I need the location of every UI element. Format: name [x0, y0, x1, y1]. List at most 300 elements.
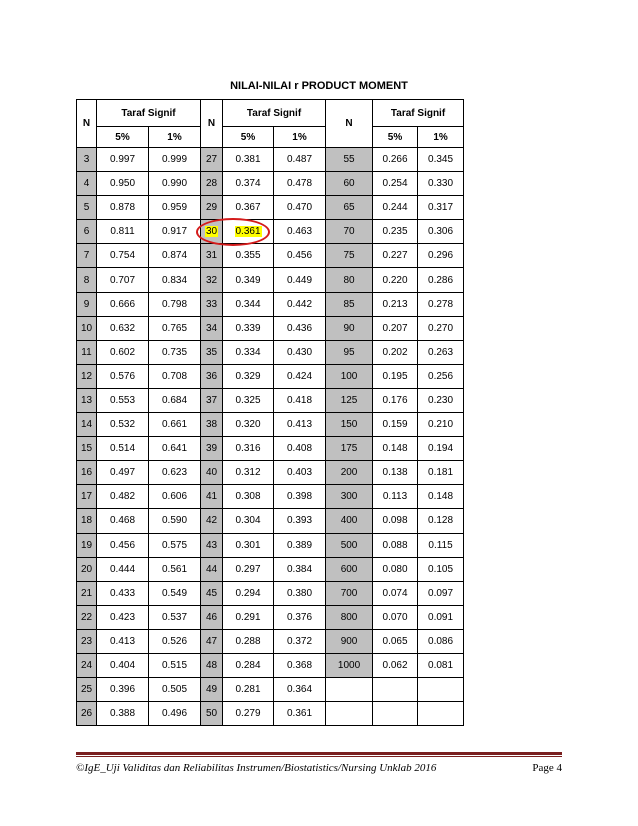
cell-text: 0.561	[161, 563, 188, 575]
value-5pct-cell	[97, 244, 149, 268]
cell-text: 0.388	[109, 708, 136, 720]
table-row	[77, 172, 464, 196]
cell-text: 0.661	[161, 419, 188, 431]
cell-text: 600	[340, 563, 358, 575]
n-cell	[201, 340, 223, 364]
value-1pct-cell	[274, 220, 326, 244]
cell-text: 0.408	[287, 443, 313, 455]
cell-text: 13	[80, 394, 93, 406]
cell-text: 0.288	[235, 635, 261, 647]
value-5pct-cell	[223, 533, 274, 557]
cell-text: 37	[205, 394, 218, 406]
cell-text: 0.623	[161, 467, 188, 479]
value-1pct-cell	[274, 268, 326, 292]
value-1pct-cell	[418, 340, 464, 364]
cell-text: 0.413	[109, 635, 136, 647]
table-row	[77, 196, 464, 220]
value-1pct-cell	[274, 653, 326, 677]
cell-text: 0.497	[109, 467, 136, 479]
value-1pct-cell	[274, 292, 326, 316]
cell-text: 0.291	[235, 611, 261, 623]
n-cell	[201, 533, 223, 557]
cell-text: 0.553	[109, 394, 136, 406]
cell-text: 22	[80, 611, 93, 623]
value-5pct-cell	[223, 172, 274, 196]
n-cell	[77, 316, 97, 340]
cell-text: 0.515	[161, 660, 188, 672]
n-cell	[326, 653, 373, 677]
cell-text: 0.081	[428, 660, 454, 672]
cell-text: 0.148	[428, 491, 454, 503]
cell-text: 100	[340, 370, 358, 382]
cell-text: 18	[80, 515, 93, 527]
value-5pct-cell	[223, 485, 274, 509]
value-5pct-cell	[97, 196, 149, 220]
n-cell	[201, 244, 223, 268]
value-1pct-cell	[418, 605, 464, 629]
n-cell	[326, 533, 373, 557]
n-cell	[77, 702, 97, 726]
n-cell	[77, 292, 97, 316]
value-1pct-cell	[274, 461, 326, 485]
cell-text: 0.708	[161, 370, 188, 382]
value-5pct-cell	[223, 702, 274, 726]
value-5pct-cell	[97, 413, 149, 437]
cell-text: 36	[205, 370, 218, 382]
value-5pct-cell	[97, 533, 149, 557]
cell-text: 0.159	[382, 419, 408, 431]
n-cell	[77, 148, 97, 172]
cell-text: 0.202	[382, 346, 408, 358]
value-1pct-cell	[418, 533, 464, 557]
cell-text: 0.393	[287, 515, 313, 527]
n-cell	[201, 557, 223, 581]
value-1pct-cell	[149, 172, 201, 196]
cell-text: 0.436	[287, 322, 313, 334]
value-5pct-cell	[223, 340, 274, 364]
value-5pct-cell	[97, 220, 149, 244]
value-1pct-cell	[418, 292, 464, 316]
n-cell	[201, 388, 223, 412]
value-1pct-cell	[149, 413, 201, 437]
col-1pct-1: 1%	[149, 127, 201, 148]
value-1pct-cell	[418, 364, 464, 388]
table-row	[77, 533, 464, 557]
value-5pct-cell	[223, 268, 274, 292]
cell-text: 0.297	[235, 563, 261, 575]
n-cell	[326, 292, 373, 316]
cell-text: 95	[343, 346, 355, 358]
value-5pct-cell	[373, 340, 418, 364]
cell-text: 0.423	[109, 611, 136, 623]
value-1pct-cell	[149, 461, 201, 485]
cell-text: 29	[205, 202, 218, 214]
value-5pct-cell	[373, 653, 418, 677]
cell-text: 0.878	[109, 202, 136, 214]
cell-text: 700	[340, 587, 358, 599]
cell-text: 0.254	[382, 178, 408, 190]
cell-text: 75	[343, 250, 355, 262]
value-5pct-cell	[373, 172, 418, 196]
table-row	[77, 244, 464, 268]
cell-text: 0.372	[287, 635, 313, 647]
taraf-signif-2: Taraf Signif	[223, 100, 326, 127]
value-1pct-cell	[418, 316, 464, 340]
value-1pct-cell	[149, 148, 201, 172]
cell-text: 0.811	[110, 226, 135, 238]
cell-text: 21	[80, 587, 93, 599]
cell-text: 0.430	[287, 346, 313, 358]
value-5pct-cell	[373, 364, 418, 388]
cell-text: 65	[343, 202, 355, 214]
cell-text: 0.468	[109, 515, 136, 527]
cell-text: 0.396	[109, 684, 136, 696]
value-1pct-cell	[418, 485, 464, 509]
n-cell	[326, 581, 373, 605]
n-cell	[326, 461, 373, 485]
table-row	[77, 292, 464, 316]
value-5pct-cell	[97, 316, 149, 340]
value-5pct-cell	[97, 437, 149, 461]
value-5pct-cell	[373, 196, 418, 220]
cell-text: 0.514	[109, 443, 136, 455]
cell-text: 0.456	[287, 250, 313, 262]
cell-text: 0.098	[382, 515, 408, 527]
value-1pct-cell	[149, 268, 201, 292]
value-1pct-cell	[418, 557, 464, 581]
cell-text: 0.312	[235, 467, 261, 479]
value-5pct-cell	[223, 437, 274, 461]
value-1pct-cell	[418, 172, 464, 196]
n-cell	[326, 340, 373, 364]
cell-text: 0.329	[235, 370, 261, 382]
cell-text: 38	[205, 419, 218, 431]
cell-text: 90	[343, 322, 355, 334]
n-cell	[201, 509, 223, 533]
n-cell	[326, 485, 373, 509]
cell-text: 0.195	[382, 370, 408, 382]
cell-text: 0.316	[235, 443, 261, 455]
cell-text: 0.105	[428, 563, 454, 575]
value-5pct-cell	[97, 292, 149, 316]
cell-text: 0.404	[109, 660, 136, 672]
cell-text: 5	[83, 202, 90, 214]
value-1pct-cell	[274, 196, 326, 220]
n-cell	[326, 196, 373, 220]
cell-text: 300	[340, 491, 358, 503]
cell-text: 0.065	[382, 635, 408, 647]
value-5pct-cell	[373, 702, 418, 726]
value-5pct-cell	[97, 581, 149, 605]
cell-text: 0.666	[109, 298, 136, 310]
n-cell	[326, 388, 373, 412]
cell-text: 0.317	[428, 202, 454, 214]
table-body	[77, 148, 464, 726]
value-1pct-cell	[274, 629, 326, 653]
cell-text: 0.632	[109, 322, 136, 334]
value-1pct-cell	[418, 702, 464, 726]
value-1pct-cell	[418, 581, 464, 605]
value-5pct-cell	[97, 148, 149, 172]
table-row	[77, 629, 464, 653]
cell-text: 24	[80, 660, 93, 672]
cell-text: 42	[205, 515, 218, 527]
cell-text: 35	[205, 346, 218, 358]
cell-text: 23	[80, 635, 93, 647]
cell-text: 150	[340, 419, 358, 431]
cell-text: 0.463	[287, 226, 313, 238]
cell-text: 0.263	[428, 346, 454, 358]
cell-text: 0.339	[235, 322, 261, 334]
n-cell	[201, 364, 223, 388]
n-cell	[201, 653, 223, 677]
n-cell	[326, 244, 373, 268]
n-cell	[77, 268, 97, 292]
value-5pct-cell	[373, 461, 418, 485]
table-title: NILAI-NILAI r PRODUCT MOMENT	[230, 80, 408, 92]
col-1pct-3: 1%	[418, 127, 464, 148]
n-cell	[77, 461, 97, 485]
value-5pct-cell	[97, 268, 149, 292]
cell-text: 19	[80, 539, 93, 551]
n-cell	[326, 220, 373, 244]
value-1pct-cell	[418, 196, 464, 220]
cell-text: 0.284	[235, 660, 261, 672]
cell-text: 800	[340, 611, 358, 623]
cell-text: 25	[80, 684, 93, 696]
cell-text: 1000	[337, 660, 361, 672]
cell-text: 0.308	[235, 491, 261, 503]
cell-text: 0.330	[428, 178, 454, 190]
value-5pct-cell	[223, 220, 274, 244]
n-cell	[77, 557, 97, 581]
cell-text: 0.478	[287, 178, 313, 190]
value-1pct-cell	[149, 340, 201, 364]
value-1pct-cell	[418, 437, 464, 461]
n-cell	[201, 316, 223, 340]
cell-text: 0.487	[287, 154, 313, 166]
value-1pct-cell	[274, 581, 326, 605]
n-cell	[326, 268, 373, 292]
cell-text: 0.176	[382, 394, 408, 406]
cell-text: 0.684	[161, 394, 188, 406]
cell-text: 0.526	[161, 635, 188, 647]
cell-text: 0.080	[382, 563, 408, 575]
page-number: Page 4	[532, 762, 562, 774]
n-cell	[201, 196, 223, 220]
cell-text: 0.355	[235, 250, 261, 262]
n-cell	[201, 485, 223, 509]
cell-text: 0.374	[235, 178, 261, 190]
value-1pct-cell	[274, 437, 326, 461]
cell-text: 47	[205, 635, 218, 647]
cell-text: 175	[340, 443, 358, 455]
cell-text: 0.834	[161, 274, 188, 286]
value-5pct-cell	[97, 605, 149, 629]
cell-text: 6	[83, 226, 90, 238]
value-5pct-cell	[373, 629, 418, 653]
value-5pct-cell	[97, 509, 149, 533]
n-cell	[326, 364, 373, 388]
cell-text: 0.707	[109, 274, 136, 286]
cell-text: 10	[80, 322, 93, 334]
cell-text: 0.376	[287, 611, 313, 623]
cell-text: 8	[83, 274, 90, 286]
cell-text: 15	[80, 443, 93, 455]
cell-text: 0.062	[382, 660, 408, 672]
value-5pct-cell	[97, 629, 149, 653]
value-1pct-cell	[149, 605, 201, 629]
cell-text: 33	[205, 298, 218, 310]
cell-text: 0.306	[428, 226, 454, 238]
cell-text: 0.128	[428, 515, 454, 527]
table-row	[77, 702, 464, 726]
cell-text: 31	[205, 250, 218, 262]
value-1pct-cell	[274, 557, 326, 581]
cell-text: 0.444	[109, 563, 136, 575]
cell-text: 0.138	[382, 467, 408, 479]
value-1pct-cell	[149, 485, 201, 509]
value-1pct-cell	[418, 629, 464, 653]
cell-text: 0.115	[428, 539, 453, 551]
value-5pct-cell	[223, 629, 274, 653]
table-row	[77, 316, 464, 340]
cell-text: 28	[205, 178, 218, 190]
cell-text: 0.874	[161, 250, 188, 262]
table-row	[77, 220, 464, 244]
cell-text: 0.088	[382, 539, 408, 551]
value-1pct-cell	[274, 533, 326, 557]
value-5pct-cell	[373, 485, 418, 509]
cell-text: 0.266	[382, 154, 408, 166]
value-5pct-cell	[223, 196, 274, 220]
value-1pct-cell	[274, 388, 326, 412]
n-cell	[326, 413, 373, 437]
n-cell	[77, 485, 97, 509]
value-1pct-cell	[274, 702, 326, 726]
n-cell	[77, 220, 97, 244]
cell-text: 16	[80, 467, 93, 479]
value-1pct-cell	[149, 509, 201, 533]
col-n-1: N	[77, 100, 97, 148]
n-cell	[77, 196, 97, 220]
value-5pct-cell	[223, 461, 274, 485]
cell-text: 27	[205, 154, 218, 166]
value-1pct-cell	[418, 244, 464, 268]
cell-text: 39	[205, 443, 218, 455]
value-5pct-cell	[97, 461, 149, 485]
footer-rule-thin	[76, 756, 562, 757]
cell-text: 0.384	[287, 563, 313, 575]
value-5pct-cell	[97, 340, 149, 364]
value-1pct-cell	[149, 316, 201, 340]
cell-text: 46	[205, 611, 218, 623]
col-5pct-1: 5%	[97, 127, 149, 148]
table-row	[77, 653, 464, 677]
value-1pct-cell	[418, 461, 464, 485]
value-5pct-cell	[373, 292, 418, 316]
cell-text: 0.361	[287, 708, 313, 720]
n-cell	[326, 148, 373, 172]
cell-text: 0.368	[287, 660, 313, 672]
cell-text: 11	[81, 346, 92, 358]
value-1pct-cell	[274, 678, 326, 702]
cell-text: 0.735	[161, 346, 188, 358]
value-5pct-cell	[97, 653, 149, 677]
cell-text: 0.798	[161, 298, 188, 310]
cell-text: 0.641	[161, 443, 188, 455]
cell-text: 500	[340, 539, 358, 551]
value-5pct-cell	[373, 388, 418, 412]
cell-text: 0.380	[287, 587, 313, 599]
n-cell	[77, 678, 97, 702]
value-5pct-cell	[223, 509, 274, 533]
col-5pct-2: 5%	[223, 127, 274, 148]
table-row	[77, 461, 464, 485]
value-1pct-cell	[274, 244, 326, 268]
cell-text: 0.433	[109, 587, 136, 599]
value-5pct-cell	[223, 653, 274, 677]
value-5pct-cell	[373, 413, 418, 437]
cell-text: 0.754	[109, 250, 136, 262]
cell-text: 0.442	[287, 298, 313, 310]
value-1pct-cell	[149, 364, 201, 388]
value-5pct-cell	[223, 244, 274, 268]
footer-text: ©IgE_Uji Validitas dan Reliabilitas Instrumen/Biostatistics/Nursing Unklab 2016	[76, 762, 437, 774]
value-1pct-cell	[274, 413, 326, 437]
cell-text: 0.950	[109, 178, 136, 190]
n-cell	[77, 629, 97, 653]
n-cell	[201, 220, 223, 244]
value-1pct-cell	[149, 581, 201, 605]
value-1pct-cell	[149, 220, 201, 244]
n-cell	[77, 653, 97, 677]
cell-text: 0.286	[428, 274, 454, 286]
n-cell	[326, 437, 373, 461]
n-cell	[201, 629, 223, 653]
cell-text: 0.220	[382, 274, 408, 286]
cell-text: 0.403	[287, 467, 313, 479]
value-1pct-cell	[418, 653, 464, 677]
n-cell	[77, 413, 97, 437]
value-1pct-cell	[418, 678, 464, 702]
cell-text: 0.576	[109, 370, 136, 382]
col-5pct-3: 5%	[373, 127, 418, 148]
cell-text: 0.590	[161, 515, 188, 527]
value-5pct-cell	[373, 220, 418, 244]
cell-text: 32	[205, 274, 218, 286]
cell-text: 0.074	[382, 587, 408, 599]
cell-text: 0.997	[109, 154, 136, 166]
cell-text: 0.505	[161, 684, 188, 696]
cell-text: 0.389	[287, 539, 313, 551]
cell-text: 26	[80, 708, 93, 720]
table-row	[77, 340, 464, 364]
footer-rule	[76, 752, 562, 755]
n-cell	[201, 268, 223, 292]
table-row	[77, 678, 464, 702]
cell-text: 0.349	[235, 274, 261, 286]
value-5pct-cell	[97, 172, 149, 196]
n-cell	[326, 509, 373, 533]
cell-text: 0.325	[235, 394, 261, 406]
cell-text: 3	[83, 154, 90, 166]
value-5pct-cell	[97, 388, 149, 412]
n-cell	[77, 364, 97, 388]
cell-text: 40	[205, 467, 218, 479]
value-1pct-cell	[149, 292, 201, 316]
cell-text: 17	[80, 491, 93, 503]
